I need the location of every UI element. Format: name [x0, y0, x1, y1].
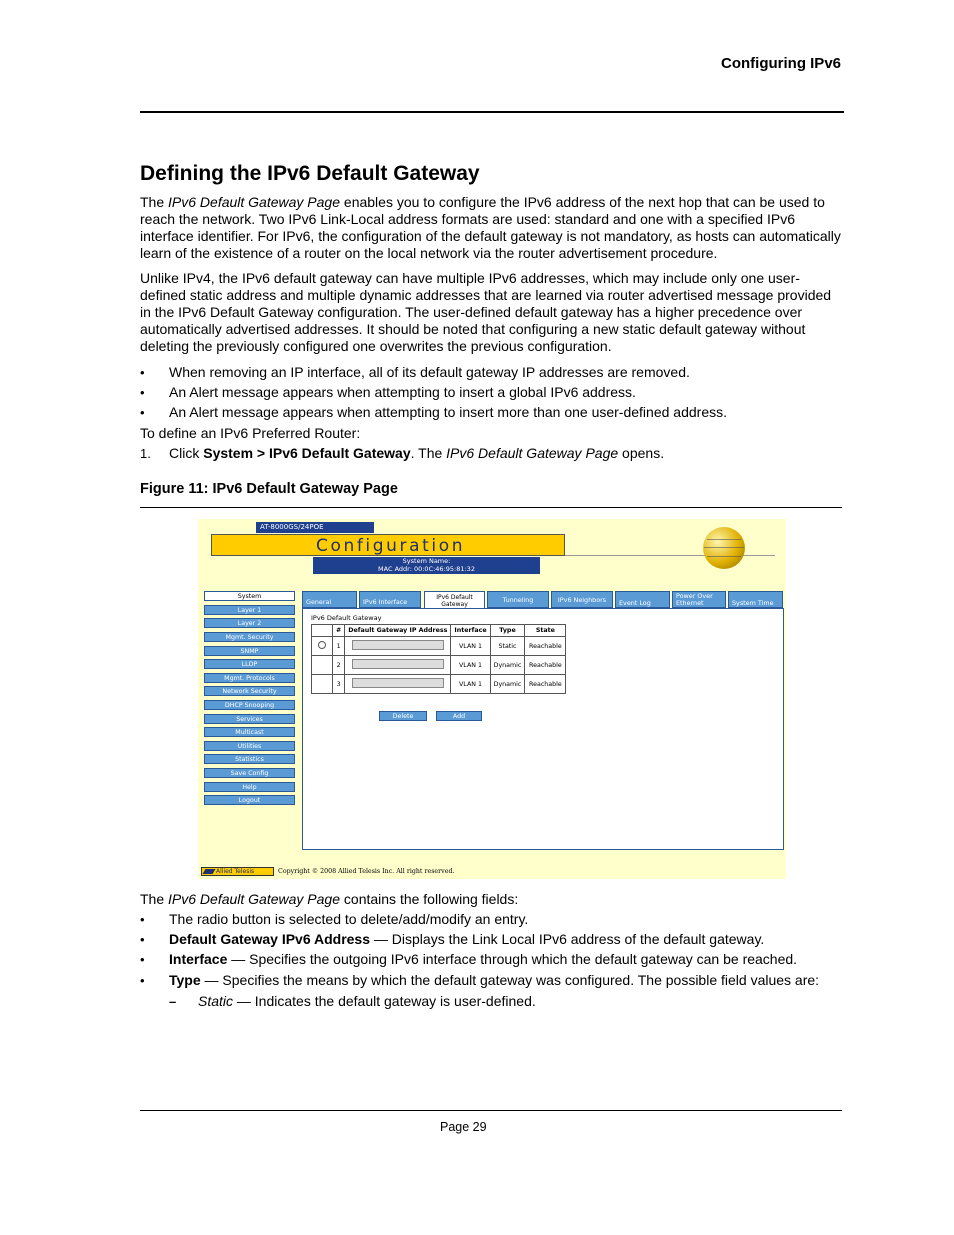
column-header: Default Gateway IP Address: [345, 625, 451, 637]
row-state: Reachable: [525, 656, 566, 675]
menu-layer-1[interactable]: Layer 1: [204, 605, 295, 615]
table-row: [312, 675, 566, 694]
delete-button[interactable]: Delete: [379, 711, 427, 721]
row-state: Reachable: [525, 637, 566, 656]
tab-ipv6-interface[interactable]: IPv6 Interface: [359, 591, 421, 608]
menu-system[interactable]: System: [204, 591, 295, 601]
row-type: Dynamic: [490, 656, 525, 675]
figure-caption: Figure 11: IPv6 Default Gateway Page: [140, 481, 398, 497]
page-number: Page 29: [440, 1120, 487, 1134]
menu-services[interactable]: Services: [204, 714, 295, 724]
menu-statistics[interactable]: Statistics: [204, 754, 295, 764]
menu-snmp[interactable]: SNMP: [204, 646, 295, 656]
configuration-banner: Configuration: [211, 534, 565, 556]
table-row: [312, 656, 566, 675]
row-interface: VLAN 1: [451, 675, 490, 694]
allied-telesis-logo: Allied Telesis: [201, 867, 274, 876]
row-number: 2: [333, 656, 345, 675]
row-interface: VLAN 1: [451, 637, 490, 656]
table-header-row: [312, 625, 566, 637]
menu-lldp[interactable]: LLDP: [204, 659, 295, 669]
gateway-address-input[interactable]: [352, 640, 444, 650]
paragraph-ipv6-vs-ipv4: Unlike IPv4, the IPv6 default gateway can have multiple IPv6 addresses, which may include only one user-defined static address and multiple dynamic addresses that are learned via router advertised message provided in the IPv6 Default Gateway configuration. The user-defined default gateway has a higher precedence over automatically advertised addresses. It should be noted that configuring a new static default gateway without deleting the previously configured one overwrites the previous configuration.: [140, 270, 832, 354]
tab-general[interactable]: General: [302, 591, 357, 608]
running-header: Configuring IPv6: [721, 55, 841, 72]
row-type: Static: [490, 637, 525, 656]
table-row: [312, 637, 566, 656]
paragraph-intro: The IPv6 Default Gateway Page enables you to configure the IPv6 address of the next hop that can be used to reach the network. Two IPv6 Link-Local address formats are used: standard and one with a specified IPv6 interface identifier. For IPv6, the configuration of the default gateway is not mandatory, as hosts can automatically learn of the existence of a router on the local network via the router advertisement procedure.: [140, 194, 841, 261]
globe-logo-icon: [703, 527, 745, 569]
gateway-address-input[interactable]: [352, 678, 444, 688]
tab-event-log[interactable]: Event Log: [615, 591, 670, 608]
menu-mgmt-protocols[interactable]: Mgmt. Protocols: [204, 673, 295, 683]
copyright-text: Copyright © 2008 Allied Telesis Inc. All right reserved.: [278, 868, 455, 875]
panel-title: IPv6 Default Gateway: [311, 614, 382, 622]
column-header: Interface: [451, 625, 490, 637]
tab-ipv6-neighbors[interactable]: IPv6 Neighbors: [551, 591, 613, 608]
column-header: State: [525, 625, 566, 637]
tab-tunneling[interactable]: Tunneling: [487, 591, 549, 608]
row-number: 3: [333, 675, 345, 694]
menu-multicast[interactable]: Multicast: [204, 727, 295, 737]
fields-intro: The IPv6 Default Gateway Page contains the following fields:: [140, 891, 519, 907]
figure-screenshot: [198, 519, 786, 879]
menu-layer-2[interactable]: Layer 2: [204, 618, 295, 628]
menu-dhcp-snooping[interactable]: DHCP Snooping: [204, 700, 295, 710]
row-interface: VLAN 1: [451, 656, 490, 675]
tab-system-time[interactable]: System Time: [728, 591, 783, 608]
column-header: #: [333, 625, 345, 637]
tab-power-over-ethernet[interactable]: Power Over Ethernet: [672, 591, 726, 608]
row-state: Reachable: [525, 675, 566, 694]
content-panel: [302, 608, 784, 850]
system-info: System Name: MAC Addr: 00:0C:46:95:81:32: [313, 557, 540, 574]
menu-network-security[interactable]: Network Security: [204, 686, 295, 696]
figure-rule: [140, 507, 842, 508]
row-select-radio[interactable]: [318, 641, 326, 649]
gateway-address-input[interactable]: [352, 659, 444, 669]
add-button[interactable]: Add: [436, 711, 482, 721]
model-label: AT-8000GS/24POE: [256, 522, 374, 533]
tab-ipv6-default-gateway[interactable]: IPv6 Default Gateway: [424, 591, 485, 609]
column-header: Type: [490, 625, 525, 637]
footer-rule: [140, 1110, 842, 1111]
gateway-table: [311, 624, 566, 694]
row-type: Dynamic: [490, 675, 525, 694]
section-title: Defining the IPv6 Default Gateway: [140, 162, 480, 185]
row-number: 1: [333, 637, 345, 656]
menu-help[interactable]: Help: [204, 782, 295, 792]
procedure-intro: To define an IPv6 Preferred Router:: [140, 425, 361, 441]
menu-save-config[interactable]: Save Config: [204, 768, 295, 778]
menu-mgmt-security[interactable]: Mgmt. Security: [204, 632, 295, 642]
menu-utilities[interactable]: Utilities: [204, 741, 295, 751]
header-rule: [140, 111, 844, 113]
column-header: [312, 625, 333, 637]
menu-logout[interactable]: Logout: [204, 795, 295, 805]
